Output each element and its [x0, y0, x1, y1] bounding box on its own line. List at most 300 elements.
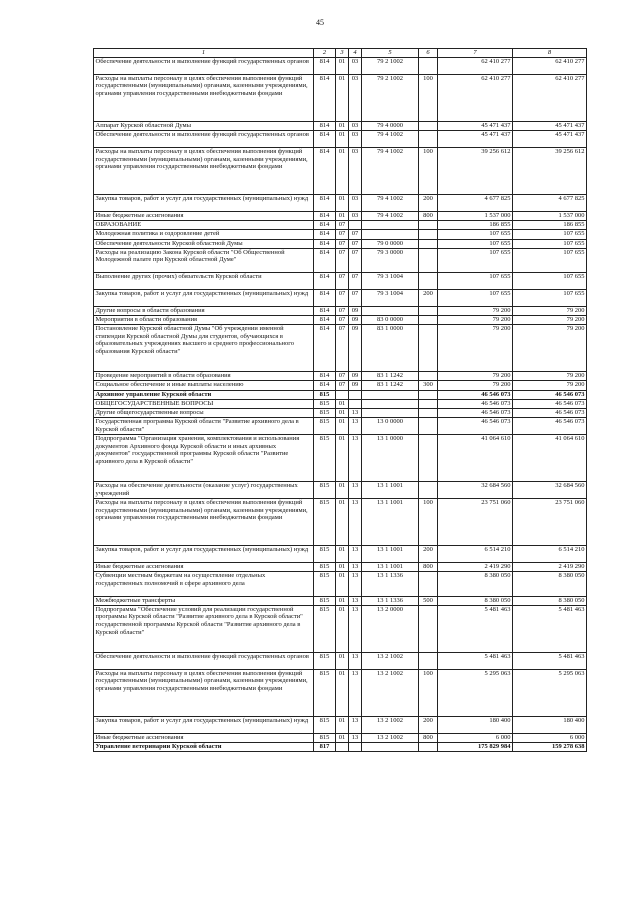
table-row	[94, 498, 587, 545]
row-amount-year1-cell: 39 256 612	[438, 147, 513, 194]
row-subsection-cell: 03	[349, 211, 362, 220]
table-row	[94, 372, 587, 381]
row-amount-year1-cell: 5 481 463	[438, 652, 513, 669]
table-row	[94, 418, 587, 435]
row-grbs-cell: 814	[314, 381, 336, 390]
row-grbs-cell: 814	[314, 121, 336, 130]
row-subsection-cell: 13	[349, 546, 362, 563]
row-amount-year1-cell: 107 655	[438, 273, 513, 290]
row-amount-year1-cell: 79 200	[438, 325, 513, 372]
row-grbs-cell: 815	[314, 498, 336, 545]
row-target-article-cell: 79 3 0000	[362, 248, 419, 272]
row-amount-year1-cell: 6 514 210	[438, 546, 513, 563]
row-grbs-cell: 815	[314, 669, 336, 716]
row-section-cell: 07	[336, 372, 349, 381]
table-row	[94, 221, 587, 230]
row-target-article-cell: 79 4 1002	[362, 195, 419, 212]
row-target-article-cell: 13 1 1336	[362, 572, 419, 596]
row-expense-type-cell	[419, 742, 438, 751]
table-row	[94, 733, 587, 742]
row-grbs-cell: 815	[314, 482, 336, 499]
row-amount-year1-cell: 8 380 050	[438, 596, 513, 605]
row-amount-year2-cell: 107 655	[513, 273, 587, 290]
row-target-article-cell	[362, 742, 419, 751]
row-target-article-cell: 13 2 1002	[362, 669, 419, 716]
row-amount-year2-cell: 46 546 073	[513, 418, 587, 435]
row-amount-year1-cell: 46 546 073	[438, 409, 513, 418]
row-amount-year2-cell: 46 546 073	[513, 390, 587, 399]
row-name-cell: Проведение мероприятий в области образования	[94, 372, 314, 381]
row-expense-type-cell	[419, 131, 438, 148]
row-amount-year1-cell: 23 751 060	[438, 498, 513, 545]
page-number: 45	[316, 18, 324, 27]
row-subsection-cell: 13	[349, 596, 362, 605]
row-amount-year2-cell: 79 200	[513, 372, 587, 381]
row-grbs-cell: 814	[314, 211, 336, 220]
row-target-article-cell: 83 0 0000	[362, 315, 419, 324]
row-section-cell: 01	[336, 409, 349, 418]
budget-table	[93, 48, 587, 752]
row-section-cell: 01	[336, 596, 349, 605]
row-target-article-cell	[362, 409, 419, 418]
table-row	[94, 325, 587, 372]
row-grbs-cell: 815	[314, 562, 336, 571]
row-target-article-cell: 79 2 1002	[362, 74, 419, 121]
header-cell: 2	[314, 49, 336, 58]
row-grbs-cell: 815	[314, 733, 336, 742]
row-target-article-cell: 13 1 0000	[362, 434, 419, 481]
row-expense-type-cell	[419, 482, 438, 499]
row-subsection-cell: 13	[349, 572, 362, 596]
table-row	[94, 306, 587, 315]
row-subsection-cell: 03	[349, 131, 362, 148]
row-subsection-cell: 09	[349, 372, 362, 381]
row-section-cell: 01	[336, 652, 349, 669]
row-subsection-cell: 13	[349, 562, 362, 571]
row-grbs-cell: 814	[314, 147, 336, 194]
row-expense-type-cell	[419, 399, 438, 408]
row-amount-year2-cell: 5 481 463	[513, 652, 587, 669]
row-section-cell: 07	[336, 273, 349, 290]
row-name-cell: Молодежная политика и оздоровление детей	[94, 230, 314, 239]
row-target-article-cell: 13 2 1002	[362, 716, 419, 733]
row-expense-type-cell: 800	[419, 562, 438, 571]
row-amount-year1-cell: 45 471 437	[438, 131, 513, 148]
row-name-cell: Государственная программа Курской области "Развитие архивного дела в Курской области"	[94, 418, 314, 435]
row-amount-year2-cell: 39 256 612	[513, 147, 587, 194]
row-expense-type-cell: 500	[419, 596, 438, 605]
row-section-cell: 01	[336, 572, 349, 596]
table-row	[94, 399, 587, 408]
table-row	[94, 195, 587, 212]
row-name-cell: Расходы на выплаты персоналу в целях обеспечения выполнения функций государственными (муниципальными) органами, казенными учреждениями, органами управления государственными внебюджетными фондами	[94, 498, 314, 545]
row-subsection-cell: 07	[349, 239, 362, 248]
row-amount-year1-cell: 62 410 277	[438, 58, 513, 75]
row-target-article-cell: 13 0 0000	[362, 418, 419, 435]
row-grbs-cell: 814	[314, 315, 336, 324]
row-amount-year1-cell: 5 481 463	[438, 605, 513, 652]
table-row	[94, 147, 587, 194]
row-target-article-cell: 13 2 0000	[362, 605, 419, 652]
row-section-cell: 07	[336, 221, 349, 230]
row-target-article-cell: 13 1 1001	[362, 482, 419, 499]
row-name-cell: Подпрограмма "Организация хранения, комплектования и использования документов Архивного фонда Курской области и иных архивных документов" государственной программы Курской области "Развитие архивного дела в Курской области"	[94, 434, 314, 481]
row-amount-year2-cell: 79 200	[513, 325, 587, 372]
row-grbs-cell: 814	[314, 248, 336, 272]
row-expense-type-cell	[419, 390, 438, 399]
row-name-cell: Межбюджетные трансферты	[94, 596, 314, 605]
row-name-cell: Аппарат Курской областной Думы	[94, 121, 314, 130]
row-target-article-cell	[362, 390, 419, 399]
header-cell: 1	[94, 49, 314, 58]
row-amount-year2-cell: 45 471 437	[513, 121, 587, 130]
row-grbs-cell: 814	[314, 239, 336, 248]
row-grbs-cell: 815	[314, 716, 336, 733]
table-row	[94, 434, 587, 481]
row-target-article-cell: 79 0 0000	[362, 239, 419, 248]
table-row	[94, 273, 587, 290]
row-amount-year1-cell: 107 655	[438, 248, 513, 272]
row-amount-year2-cell: 6 000	[513, 733, 587, 742]
table-row	[94, 716, 587, 733]
row-section-cell: 07	[336, 315, 349, 324]
row-amount-year2-cell: 46 546 073	[513, 409, 587, 418]
row-amount-year2-cell: 180 400	[513, 716, 587, 733]
header-cell: 8	[513, 49, 587, 58]
row-amount-year2-cell: 62 410 277	[513, 74, 587, 121]
row-section-cell	[336, 390, 349, 399]
row-subsection-cell: 07	[349, 248, 362, 272]
table-body	[94, 58, 587, 752]
row-amount-year1-cell: 107 655	[438, 239, 513, 248]
row-subsection-cell: 09	[349, 325, 362, 372]
row-target-article-cell: 83 1 1242	[362, 381, 419, 390]
header-cell: 6	[419, 49, 438, 58]
row-amount-year1-cell: 41 064 610	[438, 434, 513, 481]
row-subsection-cell: 13	[349, 418, 362, 435]
row-target-article-cell	[362, 221, 419, 230]
row-amount-year1-cell: 79 200	[438, 315, 513, 324]
row-subsection-cell: 07	[349, 289, 362, 306]
row-expense-type-cell: 200	[419, 289, 438, 306]
row-amount-year1-cell: 186 855	[438, 221, 513, 230]
row-section-cell: 01	[336, 195, 349, 212]
row-amount-year1-cell: 6 000	[438, 733, 513, 742]
row-grbs-cell: 814	[314, 289, 336, 306]
row-expense-type-cell: 800	[419, 733, 438, 742]
row-name-cell: Обеспечение деятельности Курской областной Думы	[94, 239, 314, 248]
table-row	[94, 315, 587, 324]
row-target-article-cell: 13 1 1001	[362, 546, 419, 563]
row-grbs-cell: 815	[314, 546, 336, 563]
row-subsection-cell: 13	[349, 482, 362, 499]
row-section-cell: 01	[336, 498, 349, 545]
table-row	[94, 381, 587, 390]
table-row	[94, 482, 587, 499]
table-row	[94, 652, 587, 669]
table-row	[94, 239, 587, 248]
row-target-article-cell: 13 1 1336	[362, 596, 419, 605]
row-expense-type-cell	[419, 372, 438, 381]
row-amount-year1-cell: 62 410 277	[438, 74, 513, 121]
table-row	[94, 390, 587, 399]
row-subsection-cell: 13	[349, 498, 362, 545]
row-expense-type-cell: 100	[419, 147, 438, 194]
row-target-article-cell: 79 3 1004	[362, 289, 419, 306]
table-row	[94, 742, 587, 751]
header-cell: 7	[438, 49, 513, 58]
row-expense-type-cell	[419, 434, 438, 481]
row-amount-year2-cell: 107 655	[513, 230, 587, 239]
row-target-article-cell	[362, 399, 419, 408]
row-amount-year2-cell: 62 410 277	[513, 58, 587, 75]
row-name-cell: Закупка товаров, работ и услуг для государственных (муниципальных) нужд	[94, 289, 314, 306]
row-grbs-cell: 814	[314, 325, 336, 372]
row-grbs-cell: 815	[314, 418, 336, 435]
table-row	[94, 131, 587, 148]
row-expense-type-cell	[419, 315, 438, 324]
row-expense-type-cell	[419, 306, 438, 315]
row-amount-year2-cell: 41 064 610	[513, 434, 587, 481]
row-amount-year2-cell: 79 200	[513, 381, 587, 390]
table-row	[94, 546, 587, 563]
row-expense-type-cell: 200	[419, 716, 438, 733]
row-amount-year2-cell: 107 655	[513, 239, 587, 248]
row-amount-year2-cell: 8 380 050	[513, 596, 587, 605]
row-grbs-cell: 814	[314, 58, 336, 75]
row-grbs-cell: 815	[314, 409, 336, 418]
row-amount-year1-cell: 5 295 063	[438, 669, 513, 716]
row-grbs-cell: 814	[314, 131, 336, 148]
row-section-cell: 07	[336, 306, 349, 315]
row-subsection-cell	[349, 742, 362, 751]
row-amount-year2-cell: 186 855	[513, 221, 587, 230]
row-amount-year1-cell: 79 200	[438, 372, 513, 381]
row-name-cell: Закупка товаров, работ и услуг для государственных (муниципальных) нужд	[94, 195, 314, 212]
row-name-cell: Закупка товаров, работ и услуг для государственных (муниципальных) нужд	[94, 716, 314, 733]
row-subsection-cell: 13	[349, 716, 362, 733]
row-section-cell: 07	[336, 248, 349, 272]
row-expense-type-cell	[419, 248, 438, 272]
row-expense-type-cell	[419, 418, 438, 435]
row-target-article-cell: 79 4 1002	[362, 147, 419, 194]
row-amount-year2-cell: 32 684 560	[513, 482, 587, 499]
row-subsection-cell: 03	[349, 147, 362, 194]
row-grbs-cell: 814	[314, 221, 336, 230]
row-name-cell: Субвенции местным бюджетам на осуществление отдельных государственных полномочий в сфере архивного дела	[94, 572, 314, 596]
header-row	[94, 49, 587, 58]
row-section-cell: 07	[336, 381, 349, 390]
row-amount-year2-cell: 159 278 638	[513, 742, 587, 751]
table-row	[94, 248, 587, 272]
row-subsection-cell: 03	[349, 58, 362, 75]
row-grbs-cell: 815	[314, 605, 336, 652]
row-name-cell: Подпрограмма "Обеспечение условий для реализации государственной программы Курской области "Развитие архивного дела в Курской области" государственной программы Курской области "Развитие архивного дела в Курской области"	[94, 605, 314, 652]
table-row	[94, 74, 587, 121]
row-amount-year1-cell: 46 546 073	[438, 418, 513, 435]
row-expense-type-cell: 200	[419, 195, 438, 212]
row-target-article-cell: 83 1 1242	[362, 372, 419, 381]
row-section-cell: 01	[336, 546, 349, 563]
row-amount-year2-cell: 79 200	[513, 315, 587, 324]
row-name-cell: ОБРАЗОВАНИЕ	[94, 221, 314, 230]
table-row	[94, 211, 587, 220]
row-amount-year1-cell: 46 546 073	[438, 390, 513, 399]
row-name-cell: Другие вопросы в области образования	[94, 306, 314, 315]
row-grbs-cell: 814	[314, 195, 336, 212]
row-section-cell: 01	[336, 434, 349, 481]
row-grbs-cell: 815	[314, 596, 336, 605]
row-name-cell: Расходы на выплаты персоналу в целях обеспечения выполнения функций государственными (муниципальными) органами, казенными учреждениями, органами управления государственными внебюджетными фондами	[94, 669, 314, 716]
row-amount-year2-cell: 5 295 063	[513, 669, 587, 716]
row-name-cell: Расходы на выплаты персоналу в целях обеспечения выполнения функций государственными (муниципальными) органами, казенными учреждениями, органами управления государственными внебюджетными фондами	[94, 147, 314, 194]
table-row	[94, 409, 587, 418]
row-section-cell: 07	[336, 230, 349, 239]
row-subsection-cell: 13	[349, 733, 362, 742]
row-section-cell: 01	[336, 74, 349, 121]
row-expense-type-cell	[419, 409, 438, 418]
row-target-article-cell: 13 1 1001	[362, 498, 419, 545]
row-name-cell: Расходы на реализацию Закона Курской области "Об Общественной Молодежной палате при Курской областной Думе"	[94, 248, 314, 272]
row-name-cell: Иные бюджетные ассигнования	[94, 211, 314, 220]
row-target-article-cell: 13 2 1002	[362, 652, 419, 669]
row-amount-year1-cell: 79 200	[438, 306, 513, 315]
row-subsection-cell: 07	[349, 273, 362, 290]
row-amount-year1-cell: 1 537 000	[438, 211, 513, 220]
row-expense-type-cell	[419, 652, 438, 669]
row-expense-type-cell	[419, 572, 438, 596]
row-amount-year2-cell: 2 419 290	[513, 562, 587, 571]
row-grbs-cell: 814	[314, 74, 336, 121]
row-name-cell: Другие общегосударственные вопросы	[94, 409, 314, 418]
row-subsection-cell: 03	[349, 121, 362, 130]
row-subsection-cell: 13	[349, 669, 362, 716]
row-expense-type-cell	[419, 58, 438, 75]
row-expense-type-cell	[419, 121, 438, 130]
row-section-cell: 01	[336, 58, 349, 75]
row-section-cell: 01	[336, 482, 349, 499]
row-grbs-cell: 815	[314, 572, 336, 596]
row-subsection-cell: 07	[349, 230, 362, 239]
header-cell: 4	[349, 49, 362, 58]
row-amount-year2-cell: 5 481 463	[513, 605, 587, 652]
row-grbs-cell: 814	[314, 306, 336, 315]
row-expense-type-cell: 100	[419, 74, 438, 121]
row-amount-year1-cell: 45 471 437	[438, 121, 513, 130]
row-name-cell: Закупка товаров, работ и услуг для государственных (муниципальных) нужд	[94, 546, 314, 563]
row-expense-type-cell	[419, 273, 438, 290]
row-subsection-cell: 13	[349, 605, 362, 652]
row-target-article-cell: 79 2 1002	[362, 58, 419, 75]
row-amount-year1-cell: 4 677 825	[438, 195, 513, 212]
header-cell: 3	[336, 49, 349, 58]
row-amount-year1-cell: 107 655	[438, 289, 513, 306]
row-subsection-cell: 09	[349, 381, 362, 390]
row-expense-type-cell: 300	[419, 381, 438, 390]
row-expense-type-cell	[419, 605, 438, 652]
row-subsection-cell	[349, 399, 362, 408]
row-target-article-cell: 13 2 1002	[362, 733, 419, 742]
row-section-cell: 01	[336, 131, 349, 148]
row-target-article-cell: 13 1 1001	[362, 562, 419, 571]
row-amount-year2-cell: 79 200	[513, 306, 587, 315]
row-section-cell: 01	[336, 399, 349, 408]
row-subsection-cell: 09	[349, 306, 362, 315]
row-subsection-cell: 13	[349, 409, 362, 418]
row-amount-year1-cell: 175 829 984	[438, 742, 513, 751]
row-subsection-cell: 13	[349, 652, 362, 669]
table-row	[94, 669, 587, 716]
row-amount-year2-cell: 4 677 825	[513, 195, 587, 212]
table-row	[94, 572, 587, 596]
row-name-cell: Расходы на выплаты персоналу в целях обеспечения выполнения функций государственными (муниципальными) органами, казенными учреждениями, органами управления государственными внебюджетными фондами	[94, 74, 314, 121]
row-amount-year2-cell: 107 655	[513, 289, 587, 306]
row-subsection-cell	[349, 221, 362, 230]
row-amount-year1-cell: 2 419 290	[438, 562, 513, 571]
row-grbs-cell: 815	[314, 652, 336, 669]
table-row	[94, 596, 587, 605]
row-amount-year1-cell: 180 400	[438, 716, 513, 733]
row-amount-year1-cell: 79 200	[438, 381, 513, 390]
row-amount-year1-cell: 8 380 050	[438, 572, 513, 596]
row-amount-year1-cell: 46 546 073	[438, 399, 513, 408]
row-name-cell: Иные бюджетные ассигнования	[94, 562, 314, 571]
row-subsection-cell	[349, 390, 362, 399]
row-subsection-cell: 13	[349, 434, 362, 481]
row-name-cell: Обеспечение деятельности и выполнение функций государственных органов	[94, 652, 314, 669]
row-grbs-cell: 814	[314, 273, 336, 290]
table-row	[94, 605, 587, 652]
table-row	[94, 289, 587, 306]
row-name-cell: Социальное обеспечение и иные выплаты населению	[94, 381, 314, 390]
row-target-article-cell: 79 4 1002	[362, 211, 419, 220]
row-section-cell: 01	[336, 562, 349, 571]
row-section-cell: 07	[336, 239, 349, 248]
row-name-cell: Обеспечение деятельности и выполнение функций государственных органов	[94, 58, 314, 75]
row-grbs-cell: 814	[314, 372, 336, 381]
row-expense-type-cell: 100	[419, 669, 438, 716]
row-section-cell: 07	[336, 289, 349, 306]
table-row	[94, 230, 587, 239]
row-amount-year1-cell: 32 684 560	[438, 482, 513, 499]
row-section-cell: 01	[336, 121, 349, 130]
row-expense-type-cell: 200	[419, 546, 438, 563]
row-section-cell	[336, 742, 349, 751]
row-amount-year2-cell: 107 655	[513, 248, 587, 272]
row-name-cell: Расходы на обеспечение деятельности (оказание услуг) государственных учреждений	[94, 482, 314, 499]
row-amount-year2-cell: 6 514 210	[513, 546, 587, 563]
row-section-cell: 01	[336, 147, 349, 194]
row-expense-type-cell: 800	[419, 211, 438, 220]
row-target-article-cell: 79 3 1004	[362, 273, 419, 290]
row-name-cell: Архивное управление Курской области	[94, 390, 314, 399]
row-name-cell: Выполнение других (прочих) обязательств Курской области	[94, 273, 314, 290]
row-amount-year2-cell: 23 751 060	[513, 498, 587, 545]
row-subsection-cell: 03	[349, 195, 362, 212]
row-section-cell: 01	[336, 605, 349, 652]
row-section-cell: 01	[336, 733, 349, 742]
row-section-cell: 01	[336, 716, 349, 733]
row-grbs-cell: 817	[314, 742, 336, 751]
row-name-cell: Обеспечение деятельности и выполнение функций государственных органов	[94, 131, 314, 148]
row-grbs-cell: 815	[314, 399, 336, 408]
table-row	[94, 121, 587, 130]
row-amount-year2-cell: 45 471 437	[513, 131, 587, 148]
row-grbs-cell: 815	[314, 390, 336, 399]
row-target-article-cell: 83 1 0000	[362, 325, 419, 372]
row-amount-year2-cell: 8 380 050	[513, 572, 587, 596]
row-target-article-cell	[362, 230, 419, 239]
